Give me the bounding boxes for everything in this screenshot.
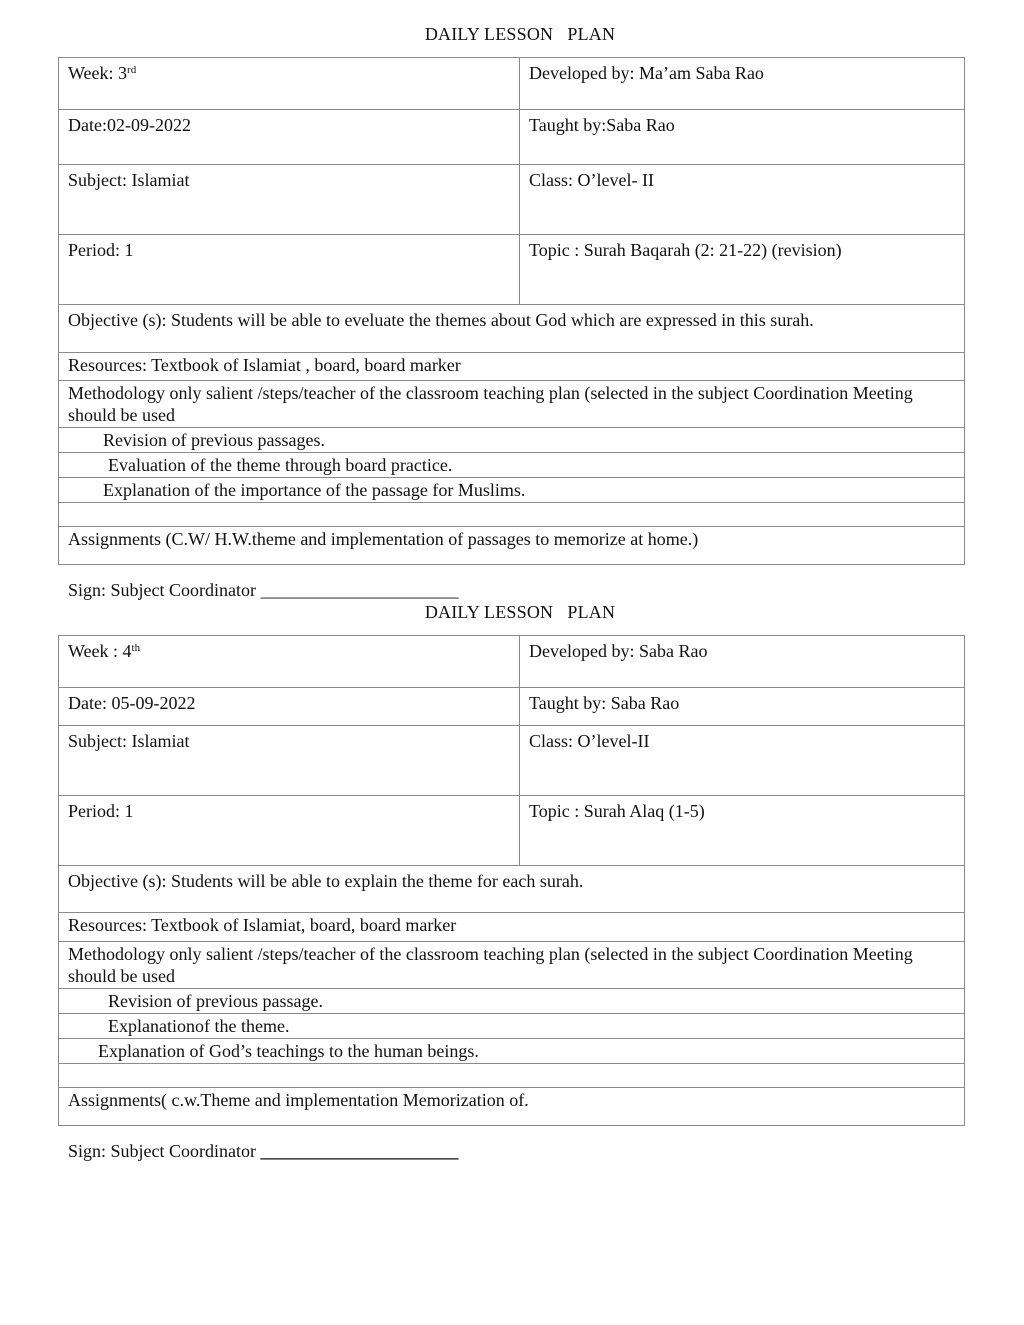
assignments-cell: Assignments (C.W/ H.W.theme and implementation of passages to memorize at home.) xyxy=(59,527,965,565)
signature-line xyxy=(68,1141,459,1162)
objective-cell: Objective (s): Students will be able to eveluate the themes about God which are expressed in this surah. xyxy=(59,305,965,353)
week-label: Week: 3 xyxy=(68,63,128,83)
week-suffix: th xyxy=(131,642,141,654)
sign-blank: ______________________ xyxy=(260,1141,459,1161)
topic-cell: Topic : Surah Baqarah (2: 21-22) (revision) xyxy=(520,235,965,305)
developed-by-cell: Developed by: Ma’am Saba Rao xyxy=(520,58,965,110)
plan-title: DAILY LESSON PLAN xyxy=(424,24,616,44)
sign-label: Sign: Subject Coordinator xyxy=(68,580,256,600)
week-suffix: rd xyxy=(127,64,137,76)
lesson-plan-table xyxy=(58,635,965,1126)
week-cell xyxy=(59,58,520,110)
period-cell: Period: 1 xyxy=(59,796,520,866)
week-cell xyxy=(59,636,520,688)
methodology-cell: Methodology only salient /steps/teacher of the classroom teaching plan (selected in the subject Coordination Meeting should be used xyxy=(59,942,965,989)
sign-label: Sign: Subject Coordinator xyxy=(68,1141,256,1161)
step-item: Revision of previous passages. xyxy=(59,428,965,453)
sign-blank: ______________________ xyxy=(260,580,459,600)
step-item: Evaluation of the theme through board practice. xyxy=(59,453,965,478)
objective-cell: Objective (s): Students will be able to explain the theme for each surah. xyxy=(59,866,965,913)
step-item: Explanationof the theme. xyxy=(59,1014,965,1039)
class-cell: Class: O’level-II xyxy=(520,726,965,796)
step-item: Revision of previous passage. xyxy=(59,989,965,1014)
developed-by-cell: Developed by: Saba Rao xyxy=(520,636,965,688)
assignments-cell: Assignments( c.w.Theme and implementation Memorization of. xyxy=(59,1088,965,1126)
empty-row xyxy=(59,1064,965,1088)
taught-by-cell: Taught by: Saba Rao xyxy=(520,688,965,726)
lesson-plan-table xyxy=(58,57,965,565)
empty-row xyxy=(59,503,965,527)
subject-cell: Subject: Islamiat xyxy=(59,165,520,235)
week-label: Week : 4 xyxy=(68,641,132,661)
methodology-cell: Methodology only salient /steps/teacher of the classroom teaching plan (selected in the subject Coordination Meeting should be used xyxy=(59,381,965,428)
signature-line xyxy=(68,580,459,601)
period-cell: Period: 1 xyxy=(59,235,520,305)
step-item: Explanation of the importance of the passage for Muslims. xyxy=(59,478,965,503)
resources-cell: Resources: Textbook of Islamiat , board, board marker xyxy=(59,353,965,381)
date-cell: Date: 05-09-2022 xyxy=(59,688,520,726)
resources-cell: Resources: Textbook of Islamiat, board, board marker xyxy=(59,913,965,942)
plan-title: DAILY LESSON PLAN xyxy=(424,602,616,622)
step-item: Explanation of God’s teachings to the human beings. xyxy=(59,1039,965,1064)
date-cell: Date:02-09-2022 xyxy=(59,110,520,165)
taught-by-cell: Taught by:Saba Rao xyxy=(520,110,965,165)
topic-cell: Topic : Surah Alaq (1-5) xyxy=(520,796,965,866)
subject-cell: Subject: Islamiat xyxy=(59,726,520,796)
class-cell: Class: O’level- II xyxy=(520,165,965,235)
